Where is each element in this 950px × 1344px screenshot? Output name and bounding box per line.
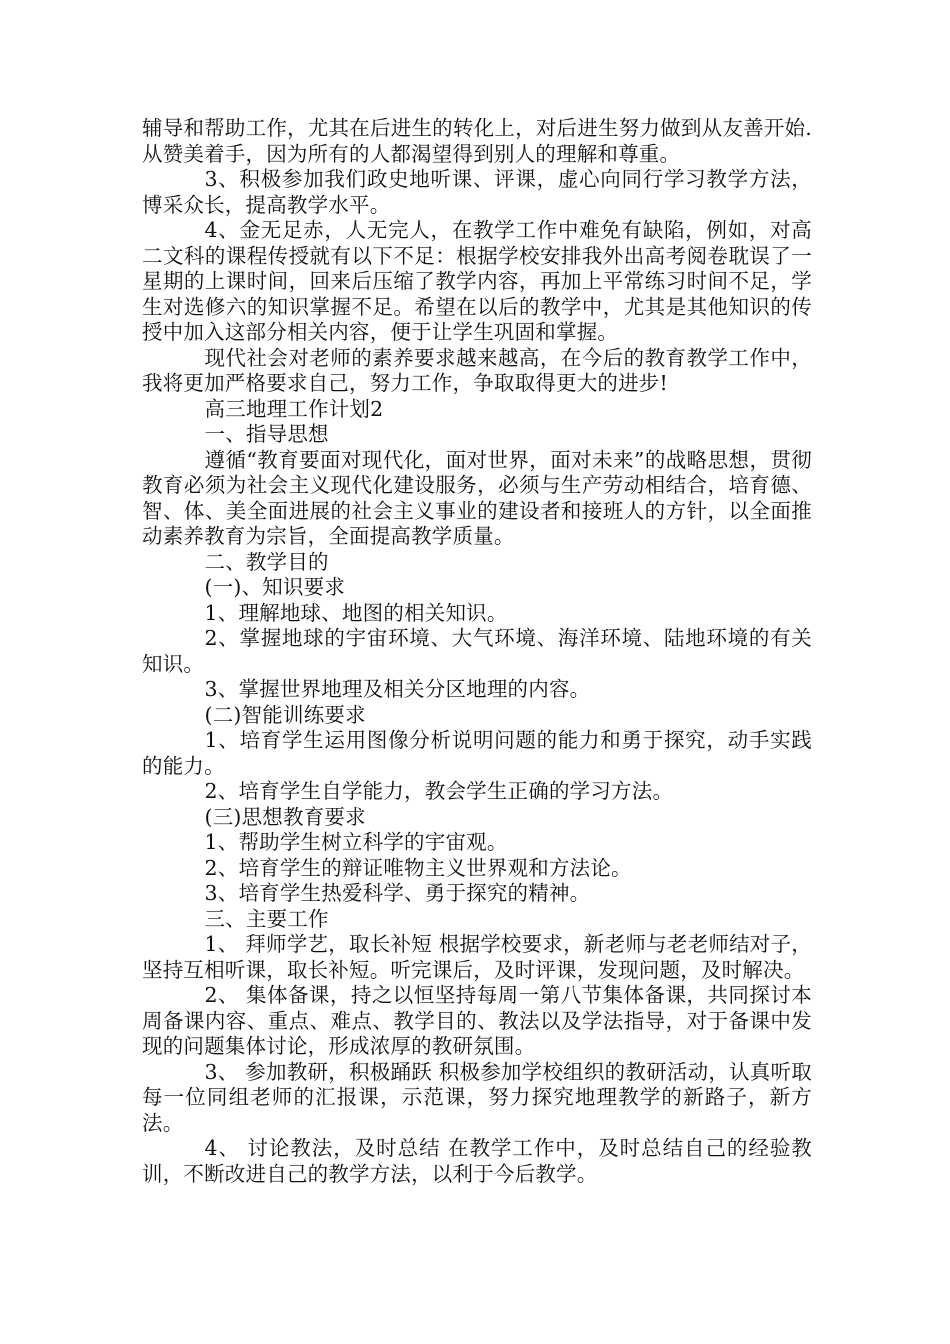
paragraph-item-4: 4、金无足赤，人无完人，在教学工作中难免有缺陷，例如，对高二文科的课程传授就有以下不足：根据学校安排我外出高考阅卷耽误了一星期的上课时间，回来后压缩了教学内容，再加上平常练习时间不足，学生对选修六的知识掌握不足。希望在以后的教学中，尤其是其他知识的传授中加入这部分相关内容，便于让学生巩固和掌握。	[142, 218, 812, 344]
list-item: 3、培育学生热爱科学、勇于探究的精神。	[204, 881, 591, 905]
paragraph-continuation: 辅导和帮助工作，尤其在后进生的转化上，对后进生努力做到从友善开始.从赞美着手，因为所有的人都渴望得到别人的理解和尊重。	[142, 116, 812, 166]
work-item: 1、 拜师学艺，取长补短 根据学校要求，新老师与老老师结对子，坚持互相听课，取长补短。听完课后，及时评课，发现问题，及时解决。	[142, 932, 812, 982]
list-item: 2、掌握地球的宇宙环境、大气环境、海洋环境、陆地环境的有关知识。	[142, 626, 812, 676]
heading-ability-requirements: (二)智能训练要求	[204, 702, 366, 727]
list-item: 2、培育学生自学能力，教会学生正确的学习方法。	[204, 779, 674, 803]
work-item: 3、 参加教研，积极踊跃 积极参加学校组织的教研活动，认真听取每一位同组老师的汇报课，示范课，努力探究地理教学的新路子，新方法。	[142, 1059, 812, 1135]
work-item: 4、 讨论教法，及时总结 在教学工作中，及时总结自己的经验教训，不断改进自己的教学方法，以利于今后教学。	[142, 1136, 812, 1186]
heading-moral-requirements: (三)思想教育要求	[204, 804, 366, 829]
list-item: 1、培育学生运用图像分析说明问题的能力和勇于探究，动手实践的能力。	[142, 728, 812, 778]
paragraph-conclusion: 现代社会对老师的素养要求越来越高，在今后的教育教学工作中，我将更加严格要求自己，努力工作，争取取得更大的进步!	[142, 345, 812, 395]
list-item: 2、培育学生的辩证唯物主义世界观和方法论。	[204, 855, 632, 880]
paragraph-item-3: 3、积极参加我们政史地听课、评课，虚心向同行学习教学方法，博采众长，提高教学水平。	[142, 167, 812, 217]
paragraph-guiding-thought: 遵循“教育要面对现代化，面对世界，面对未来”的战略思想，贯彻教育必须为社会主义现代化建设服务，必须与生产劳动相结合，培育德、智、体、美全面进展的社会主义事业的建设者和接班人的方针，以全面推动素养教育为宗旨，全面提高教学质量。	[142, 447, 812, 548]
heading-knowledge-requirements: (一)、知识要求	[204, 575, 346, 599]
work-item: 2、 集体备课，持之以恒坚持每周一第八节集体备课，共同探讨本周备课内容、重点、难点、教学目的、教法以及学法指导，对于备课中发现的问题集体讨论，形成浓厚的教研氛围。	[142, 983, 812, 1058]
heading-main-work: 三、主要工作	[204, 906, 329, 931]
list-item: 3、掌握世界地理及相关分区地理的内容。	[204, 677, 591, 701]
list-item: 1、理解地球、地图的相关知识。	[204, 600, 508, 625]
heading-guiding-thought: 一、指导思想	[204, 422, 329, 446]
section-title: 高三地理工作计划2	[204, 396, 384, 421]
document-body	[142, 116, 812, 1187]
list-item: 1、帮助学生树立科学的宇宙观。	[204, 830, 508, 854]
heading-teaching-purpose: 二、教学目的	[204, 549, 329, 574]
